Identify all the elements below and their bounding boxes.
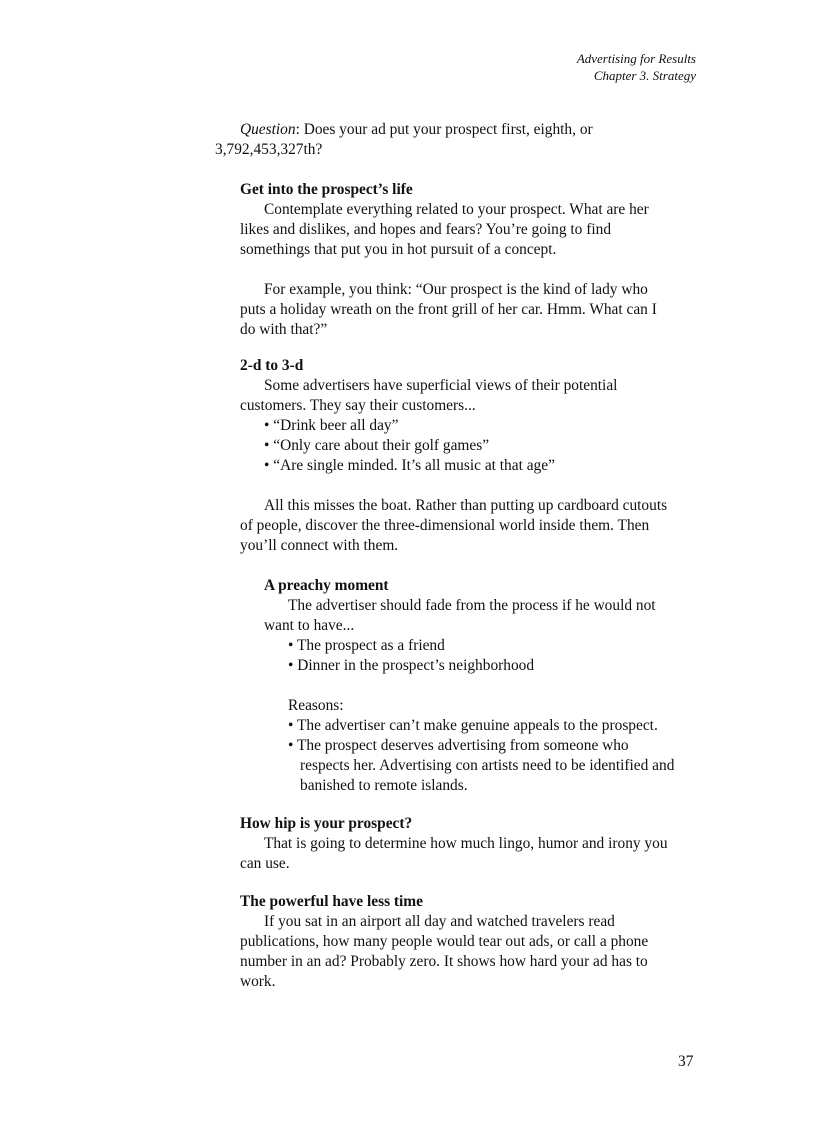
bullet-icon: • bbox=[264, 417, 270, 434]
paragraph-line: For example, you think: “Our prospect is the kind of lady who bbox=[264, 281, 648, 298]
running-header bbox=[577, 50, 696, 84]
list-item: • “Only care about their golf games” bbox=[264, 437, 490, 454]
section-heading: How hip is your prospect? bbox=[240, 815, 413, 832]
bullet-list bbox=[240, 416, 667, 476]
bullet-icon: • bbox=[264, 457, 270, 474]
paragraph-line: If you sat in an airport all day and watched travelers read bbox=[264, 913, 615, 930]
question-text: : Does your ad put your prospect first, eighth, or bbox=[295, 121, 593, 138]
paragraph-line: publications, how many people would tear out ads, or call a phone bbox=[240, 933, 649, 950]
list-item: • “Drink beer all day” bbox=[264, 417, 399, 434]
page-number: 37 bbox=[678, 1053, 694, 1070]
bullet-icon: • bbox=[288, 737, 294, 754]
section-heading: 2-d to 3-d bbox=[240, 357, 304, 374]
section-2d-to-3d bbox=[240, 356, 667, 556]
list-item: • The advertiser can’t make genuine appeals to the prospect. bbox=[288, 717, 658, 734]
section-heading: The powerful have less time bbox=[240, 893, 423, 910]
paragraph-line: want to have... bbox=[264, 617, 355, 634]
bullet-list bbox=[264, 636, 674, 676]
section-heading: A preachy moment bbox=[264, 577, 389, 594]
list-item: • Dinner in the prospect’s neighborhood bbox=[288, 657, 535, 674]
paragraph-line: of people, discover the three-dimensional world inside them. Then bbox=[240, 517, 650, 534]
bullet-icon: • bbox=[288, 657, 294, 674]
question-text-line2: 3,792,453,327th? bbox=[215, 141, 323, 158]
book-title: Advertising for Results bbox=[576, 51, 696, 66]
paragraph-line: do with that?” bbox=[240, 321, 328, 338]
paragraph-line: All this misses the boat. Rather than putting up cardboard cutouts bbox=[264, 497, 668, 514]
question-label: Question bbox=[240, 121, 296, 138]
list-item-continuation: banished to remote islands. bbox=[300, 777, 468, 794]
bullet-icon: • bbox=[288, 717, 294, 734]
list-item-continuation: respects her. Advertising con artists need to be identified and bbox=[300, 757, 675, 774]
paragraph-line: customers. They say their customers... bbox=[240, 397, 476, 414]
chapter-title: Chapter 3. Strategy bbox=[593, 68, 696, 83]
paragraph-line: The advertiser should fade from the process if he would not bbox=[288, 597, 656, 614]
section-prospect-life bbox=[240, 180, 657, 340]
list-item: • The prospect as a friend bbox=[288, 637, 445, 654]
paragraph-line: puts a holiday wreath on the front grill of her car. Hmm. What can I bbox=[240, 301, 657, 318]
list-item: • The prospect deserves advertising from someone who bbox=[288, 737, 629, 754]
section-powerful bbox=[240, 892, 648, 992]
section-how-hip bbox=[240, 814, 668, 874]
section-preachy-moment bbox=[264, 576, 674, 796]
paragraph-line: number in an ad? Probably zero. It shows how hard your ad has to bbox=[240, 953, 648, 970]
paragraph-line: That is going to determine how much lingo, humor and irony you bbox=[264, 835, 668, 852]
paragraph-line: can use. bbox=[240, 855, 290, 872]
paragraph-line: Some advertisers have superficial views of their potential bbox=[264, 377, 618, 394]
paragraph-line: likes and dislikes, and hopes and fears? You’re going to find bbox=[240, 221, 612, 238]
list-item: • “Are single minded. It’s all music at that age” bbox=[264, 457, 555, 474]
paragraph-line: somethings that put you in hot pursuit of a concept. bbox=[240, 241, 557, 258]
paragraph-line: you’ll connect with them. bbox=[240, 537, 399, 554]
bullet-icon: • bbox=[264, 437, 270, 454]
bullet-icon: • bbox=[288, 637, 294, 654]
paragraph-line: Contemplate everything related to your prospect. What are her bbox=[264, 201, 649, 218]
reasons-label: Reasons: bbox=[288, 697, 344, 714]
question-block bbox=[215, 120, 593, 160]
paragraph-line: work. bbox=[240, 973, 276, 990]
section-heading: Get into the prospect’s life bbox=[240, 181, 413, 198]
